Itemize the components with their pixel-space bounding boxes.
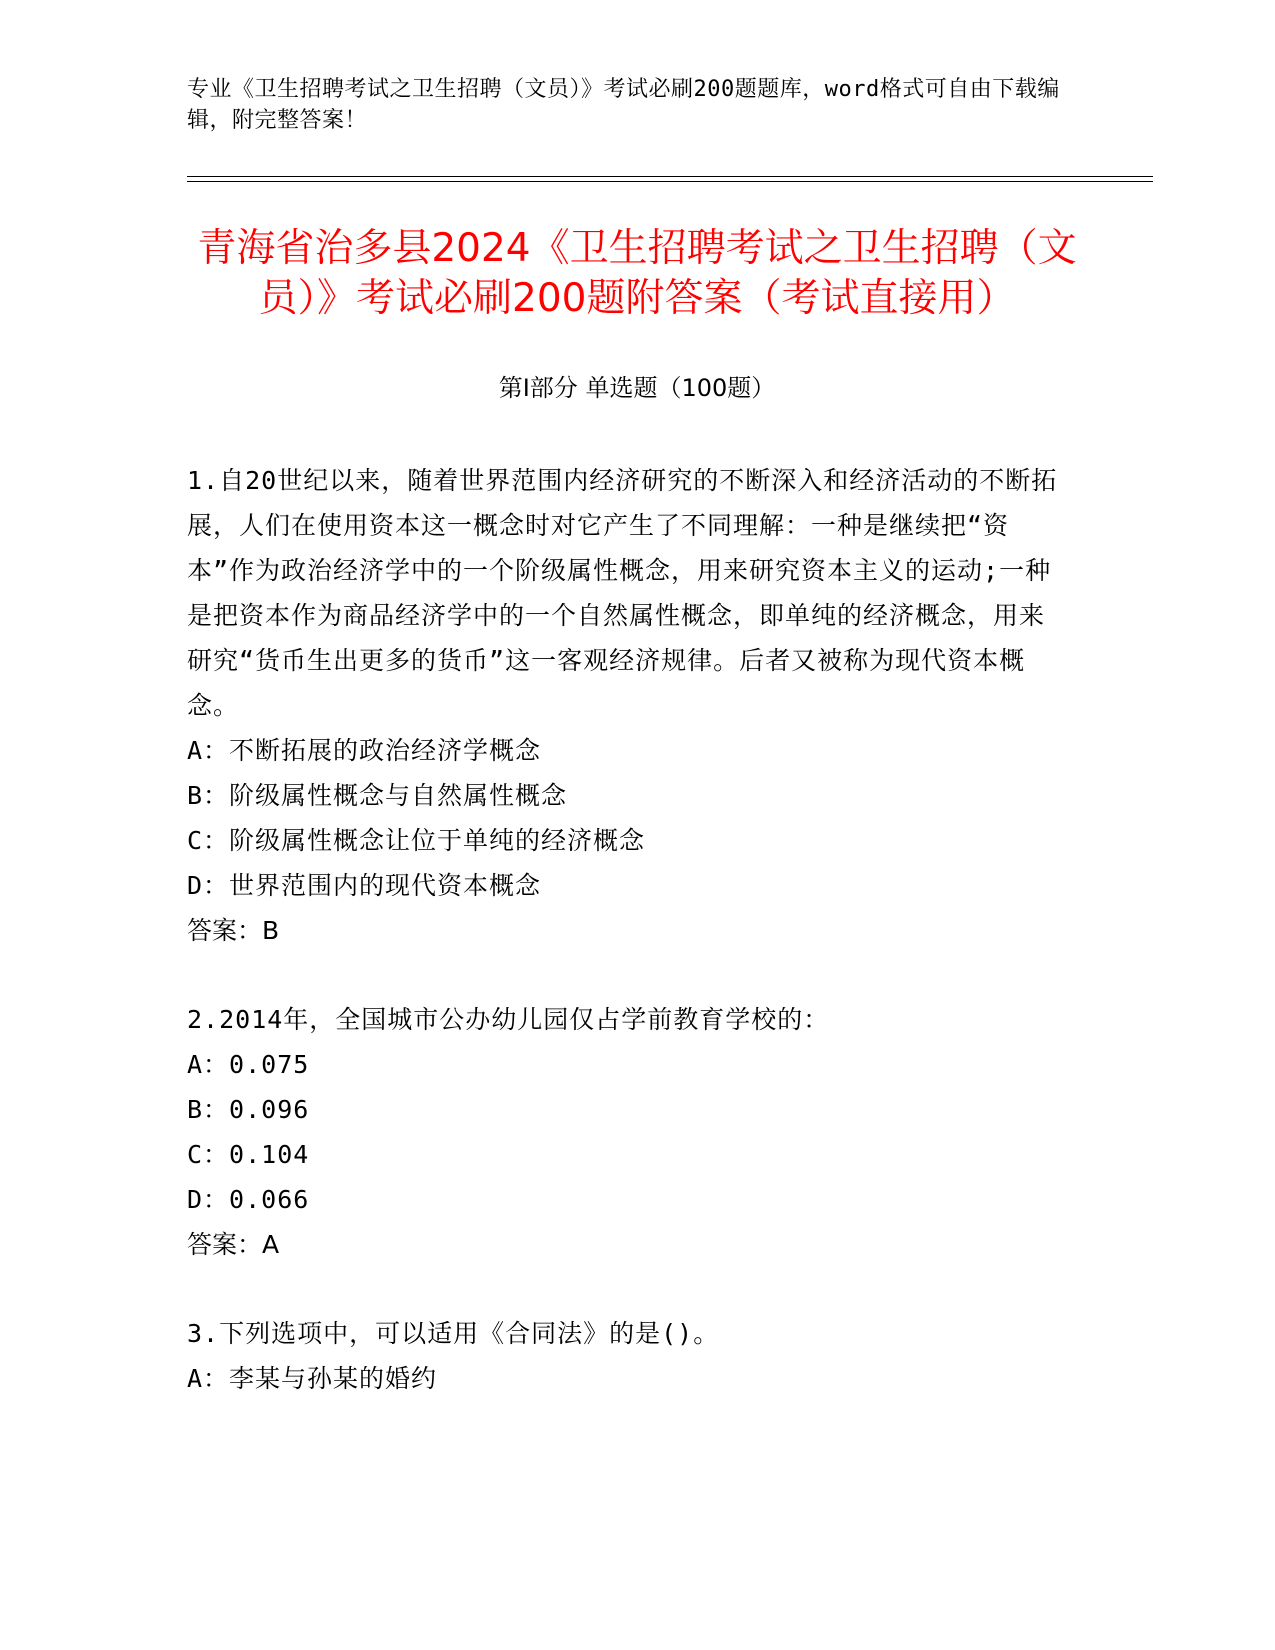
- option-b: B：阶级属性概念与自然属性概念: [187, 781, 568, 810]
- intro-text: 专业《卫生招聘考试之卫生招聘（文员）》考试必刷200题题库，word格式可自由下载编辑，附完整答案！: [187, 77, 1060, 133]
- document-page: [187, 74, 1153, 1445]
- option-c: C：0.104: [187, 1140, 310, 1169]
- question-list: [187, 458, 1153, 1401]
- option-b: B：0.096: [187, 1095, 310, 1124]
- option-a: A：0.075: [187, 1050, 310, 1079]
- question-1: [187, 458, 1153, 953]
- option-d: D：世界范围内的现代资本概念: [187, 871, 542, 900]
- document-title: 青海省治多县2024《卫生招聘考试之卫生招聘（文员）》考试必刷200题附答案（考试直接用）: [197, 226, 1077, 321]
- question-stem: 3.下列选项中，可以适用《合同法》的是()。: [187, 1319, 720, 1348]
- answer-line: 答案：B: [187, 916, 280, 945]
- option-c: C：阶级属性概念让位于单纯的经济概念: [187, 826, 646, 855]
- answer-line: 答案：A: [187, 1230, 280, 1259]
- question-stem: 2.2014年，全国城市公办幼儿园仅占学前教育学校的：: [187, 1005, 830, 1034]
- section-heading: 第I部分 单选题（100题）: [498, 374, 776, 402]
- option-a: A：不断拓展的政治经济学概念: [187, 736, 542, 765]
- question-2: [187, 997, 1153, 1267]
- option-a: A：李某与孙某的婚约: [187, 1364, 438, 1393]
- option-d: D：0.066: [187, 1185, 310, 1214]
- question-3: [187, 1311, 1153, 1401]
- question-stem: 1.自20世纪以来，随着世界范围内经济研究的不断深入和经济活动的不断拓展，人们在使用资本这一概念时对它产生了不同理解：一种是继续把“资本”作为政治经济学中的一个阶级属性概念，用来研究资本主义的运动;一种是把资本作为商品经济学中的一个自然属性概念，即单纯的经济概念，用来研究“货币生出更多的货币”这一客观经济规律。后者又被称为现代资本概念。: [187, 466, 1058, 720]
- double-rule-divider: [187, 176, 1153, 182]
